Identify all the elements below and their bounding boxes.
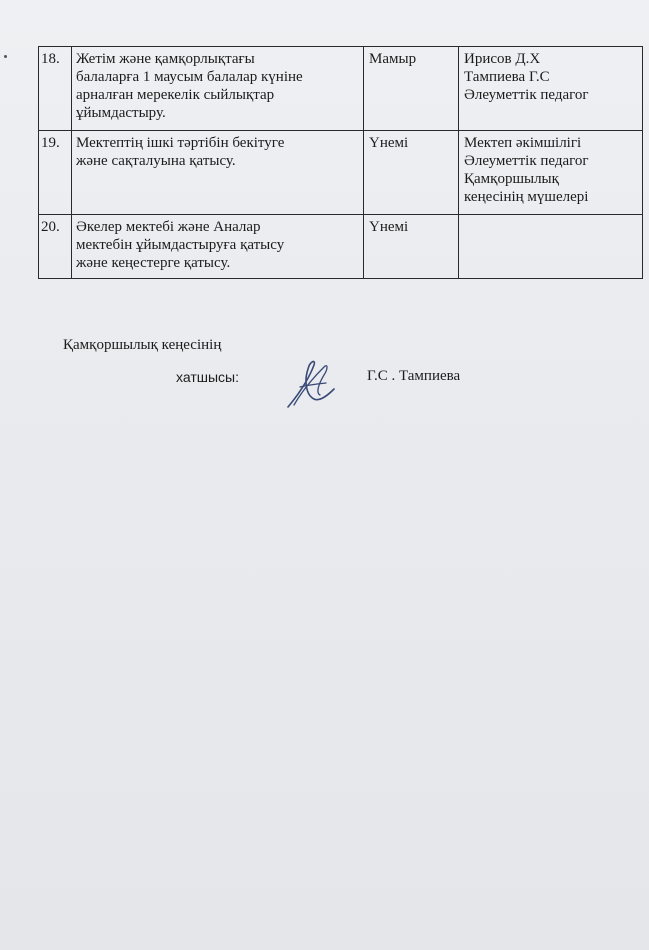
activity-cell: Әкелер мектебі және Аналар мектебін ұйымдастыруға қатысу және кеңестерге қатысу. (72, 215, 364, 279)
row-number: 18. (39, 47, 72, 131)
secretary-label: хатшысы: (176, 369, 239, 385)
time-cell: Үнемі (364, 215, 459, 279)
table-row (39, 47, 643, 131)
responsible-cell: Ирисов Д.Х Тампиева Г.С Әлеуметтік педагог (459, 47, 643, 131)
plan-table (38, 46, 643, 279)
activity-cell: Жетім және қамқорлықтағы балаларға 1 маусым балалар күніне арналған мерекелік сыйлықтар ұйымдастыру. (72, 47, 364, 131)
responsible-cell (459, 215, 643, 279)
paper-speck (4, 55, 7, 58)
handwritten-signature-icon (284, 355, 340, 411)
time-cell: Мамыр (364, 47, 459, 131)
table-row (39, 215, 643, 279)
table-row (39, 131, 643, 215)
row-number: 20. (39, 215, 72, 279)
row-number: 19. (39, 131, 72, 215)
responsible-cell: Мектеп әкімшілігі Әлеуметтік педагог Қамқоршылық кеңесінің мүшелері (459, 131, 643, 215)
activity-cell: Мектептің ішкі тәртібін бекітуге және сақталуына қатысу. (72, 131, 364, 215)
council-title: Қамқоршылық кеңесінің (63, 337, 222, 353)
secretary-name: Г.С . Тампиева (367, 368, 461, 384)
time-cell: Үнемі (364, 131, 459, 215)
